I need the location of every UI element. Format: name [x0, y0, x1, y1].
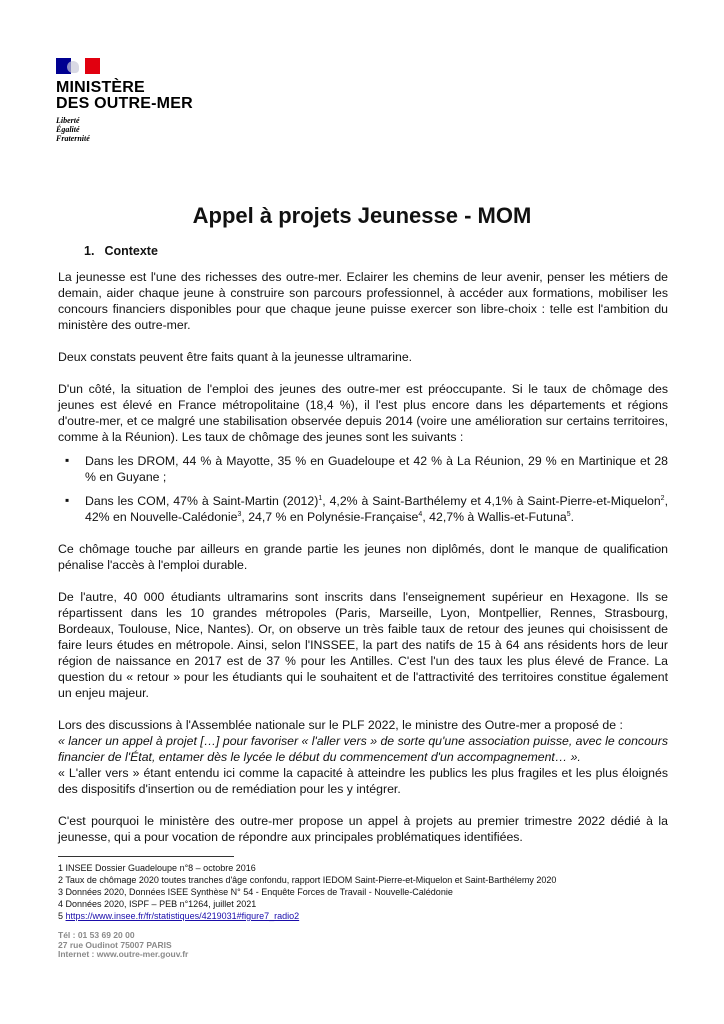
paragraph-emploi: [58, 381, 668, 445]
footnote-ref-4: 4: [418, 510, 423, 518]
section-label: Contexte: [104, 244, 158, 258]
paragraph-conclusion: C'est pourquoi le ministère des outre-mer propose un appel à projets au premier trimestre 2022 dédié à la jeunesse, qui a pour vocation de répondre aux principales problématiques identifiées.: [58, 814, 668, 844]
footnote-5: [58, 910, 556, 922]
ministry-name-line2: DES OUTRE-MER: [56, 95, 193, 112]
section-heading: [84, 244, 168, 258]
footnote-divider: [58, 856, 234, 857]
contact-phone: Tél : 01 53 69 20 00: [58, 930, 135, 940]
footnote-4: 4 Données 2020, ISPF – PEB n°1264, juillet 2021: [58, 899, 257, 909]
bullet2-part-f: .: [570, 510, 575, 524]
footnote-ref-3: 3: [237, 510, 242, 518]
marianne-flag-icon: [56, 58, 100, 74]
paragraph-constats: Deux constats peuvent être faits quant à la jeunesse ultramarine.: [58, 350, 413, 364]
document-title: Appel à projets Jeunesse - MOM: [192, 203, 532, 228]
motto-liberte: Liberté: [56, 116, 80, 125]
motto-egalite: Égalité: [56, 125, 80, 134]
paragraph-plf-quote: [58, 733, 668, 765]
footnote-5-link[interactable]: https://www.insee.fr/fr/statistiques/4219031#figure7_radio2: [65, 911, 300, 921]
bullet2-part-a: Dans les COM, 47% à Saint-Martin (2012): [85, 494, 319, 508]
footnote-ref-1: 1: [318, 494, 323, 502]
list-item-com: [85, 493, 668, 525]
ministry-name-line1: MINISTÈRE: [56, 79, 145, 96]
paragraph-etudiants: De l'autre, 40 000 étudiants ultramarins sont inscrits dans l'enseignement supérieur en Hexagone. Ils se répartissent dans les 10 grandes métropoles (Paris, Marseille, Lyon, Montpellier, Rennes, Strasbourg, Bordeaux, Toulouse, Nice, Nantes). Or, on observe un très faible taux de retour des jeunes qui choisissent de faire leurs études en métropole. Ainsi, selon l'INSSEE, la part des natifs de 15 à 64 ans résidents hors de leur région de naissance en 2017 est de 37 % pour les Antilles. C'est l'un des taux les plus élevé de France. La question du « retour » pour les étudiants qui le souhaitent et de l'attractivité des territoires constitue également un enjeu majeur.: [58, 590, 668, 700]
paragraph-aller-vers: « L'aller vers » étant entendu ici comme la capacité à atteindre les publics les plus fragiles et les plus éloignés des dispositifs d'insertion ou de remédiation pour les y intégrer.: [58, 766, 668, 796]
contact-block: [58, 931, 188, 960]
bullet2-part-c: , 42% en Nouvelle-Calédonie: [85, 494, 668, 524]
footnote-3: 3 Données 2020, Données ISEE Synthèse N° 54 - Enquête Forces de Travail - Nouvelle-Calédonie: [58, 887, 453, 897]
document-body: [58, 269, 668, 861]
paragraph-chomage: Ce chômage touche par ailleurs en grande partie les jeunes non diplômés, dont le manque de qualification pénalise l'accès à l'emploi durable.: [58, 542, 668, 572]
paragraph-emploi-text: D'un côté, la situation de l'emploi des jeunes des outre-mer est préoccupante. Si le taux de chômage des jeunes est élevé en France métropolitaine (18,4 %), il l'est plus encore dans les départements et régions d'outre-mer, et ce malgré une stabilisation observée depuis 2014 (voire une amélioration sur certains territoires, comme à la Réunion). Les taux de chômage des jeunes sont les suivants :: [58, 382, 668, 444]
footnote-ref-5: 5: [566, 510, 571, 518]
footnote-ref-2: 2: [660, 494, 665, 502]
footnotes: [58, 862, 556, 922]
republic-motto: [56, 116, 193, 143]
chomage-list: [58, 453, 668, 525]
contact-address: 27 rue Oudinot 75007 PARIS: [58, 939, 172, 950]
contact-website: Internet : www.outre-mer.gouv.fr: [58, 949, 189, 959]
footnote-2: 2 Taux de chômage 2020 toutes tranches d'âge confondu, rapport IEDOM Saint-Pierre-et-Miquelon et Saint-Barthélemy 2020: [58, 875, 557, 885]
bullet2-part-b: , 4,2% à Saint-Barthélemy et 4,1% à Saint-Pierre-et-Miquelon: [322, 494, 661, 508]
paragraph-intro: La jeunesse est l'une des richesses des outre-mer. Eclairer les chemins de leur avenir, penser les métiers de demain, aider chaque jeune à construire son parcours professionnel, à accéder aux formations, mobiliser les concours financiers disponibles pour que chaque jeune puisse exercer son libre-choix : telle est l'ambition du ministère des outre-mer.: [58, 270, 668, 332]
ministry-logo: [56, 58, 193, 143]
footnote-5-number: 5: [58, 911, 64, 921]
list-item-drom-text: Dans les DROM, 44 % à Mayotte, 35 % en Guadeloupe et 42 % à La Réunion, 29 % en Martinique et 28 % en Guyane ;: [85, 454, 668, 484]
motto-fraternite: Fraternité: [56, 134, 90, 143]
footnote-1: 1 INSEE Dossier Guadeloupe n°8 – octobre 2016: [58, 863, 256, 873]
bullet2-part-e: , 42,7% à Wallis-et-Futuna: [422, 510, 567, 524]
list-item-drom: [85, 453, 668, 485]
bullet2-part-d: , 24,7 % en Polynésie-Française: [241, 510, 419, 524]
ministre-quote: « lancer un appel à projet […] pour favoriser « l'aller vers » de sorte qu'une association puisse, avec le concours financier de l'État, entamer dès le lycée le début du commencement d'un accompagnement… ».: [58, 734, 668, 764]
section-number: 1.: [84, 244, 95, 258]
paragraph-plf-intro: Lors des discussions à l'Assemblée nationale sur le PLF 2022, le ministre des Outre-mer a proposé de :: [58, 718, 623, 732]
